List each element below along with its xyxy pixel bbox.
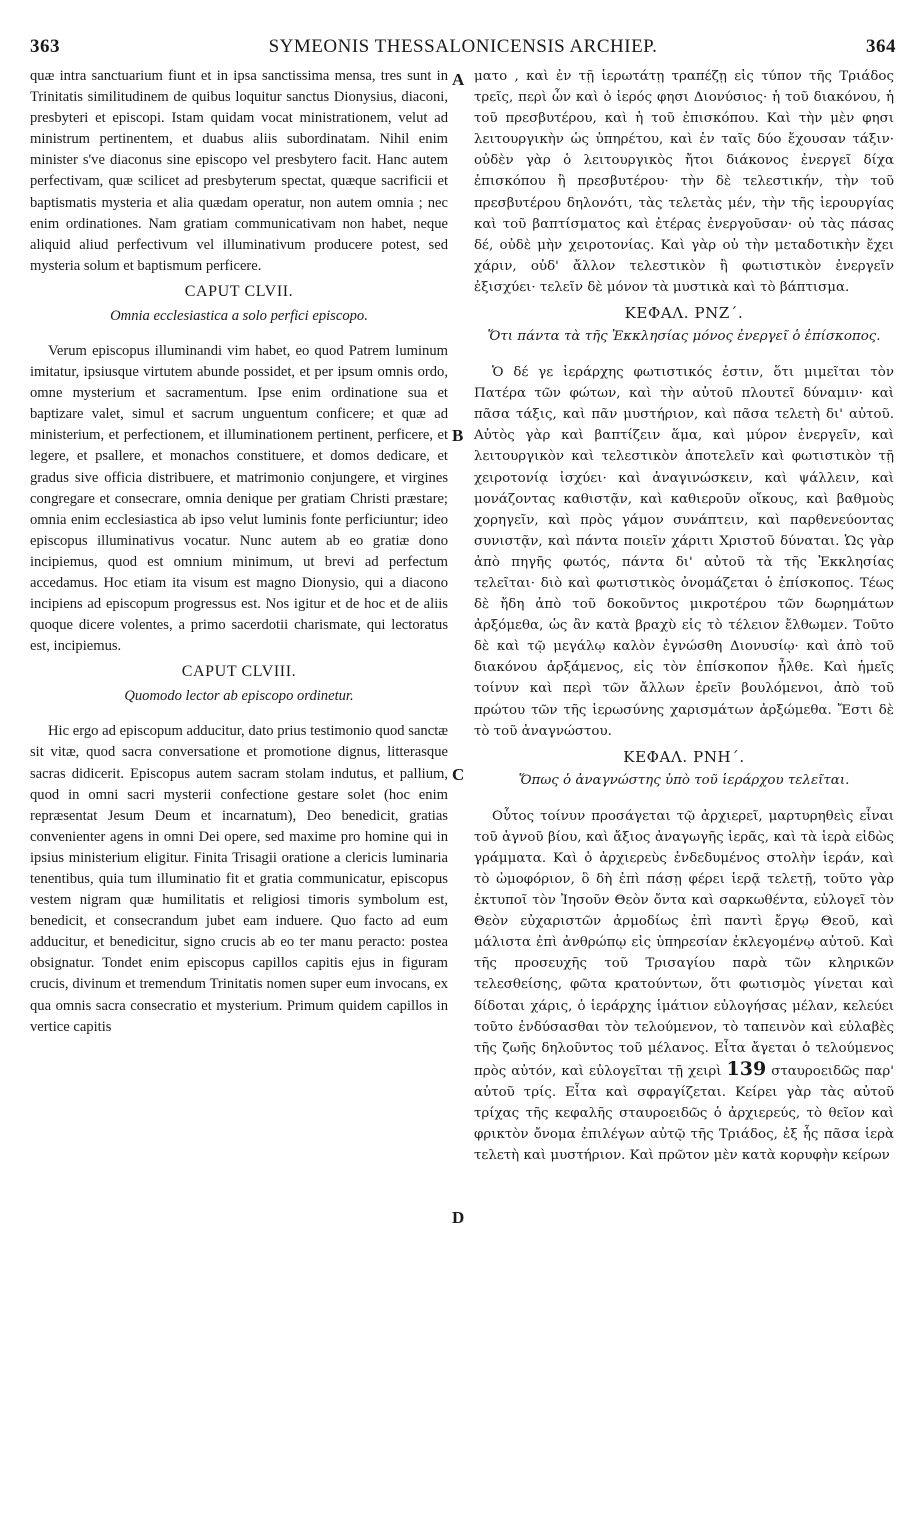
greek-paragraph (474, 806, 894, 1167)
reference-number: 139 (726, 1057, 767, 1080)
page-number-right: 364 (866, 36, 896, 57)
margin-letter-c: C (452, 765, 465, 784)
latin-paragraph: quæ intra sanctuarium fiunt et in ipsa sanctissima mensa, tres sunt in Trinitatis similitudinem de quibus loquitur sanctus Dionysius, diaconi, presbyteri et episcopi. Istam quidam vocat ministrationem, velut ad ministrum pertinentem, et duabus aliis subordinatam. Nihil enim minister s've diaconus sine episcopo vel presbytero facit. Hanc autem perfectivam, quæ scilicet ad presbyterum spectat, quæque sacrificii et baptismatis mysteria et alia quædam operatur, non autem omnia ; nec enim ordinationes. Nam gratiam communicativam non habet, neque aliquid aliud perfectivum vel illuminativum producere potest, sed mysteria solum et baptismum perficere. (30, 68, 448, 274)
running-title: SYMEONIS THESSALONICENSIS ARCHIEP. (268, 36, 658, 57)
chapter-heading: CAPUT CLVII. (184, 282, 294, 300)
greek-text: Οὗτος τοίνυν προσάγεται τῷ ἀρχιερεῖ, μαρτυρηθεὶς εἶναι τοῦ ἁγνοῦ βίου, καὶ ἄξιος ἀναγωγῆς ἱερᾶς, καὶ τὰ ἱερὰ εἰδὼς γράμματα. Καὶ ὁ ἀρχιερεὺς ἐνδεδυμένος στολὴν ἱεράν, καὶ τὸ ὠμοφόριον, ὃ δὴ ἐπὶ πάσῃ φέρει ἱερᾷ τελετῇ, τοῦτο γὰρ ἐκτυποῖ τὸν Ἰησοῦν Θεὸν ὄντα καὶ σαρκωθέντα, εὐλογεῖ τὸν Θεὸν εὐχαριστῶν ἁρμοδίως ἐπὶ παντὶ ἔργῳ Θεοῦ, καὶ μάλιστα ἐπὶ ἀνθρώπῳ εἰς ὑπηρεσίαν ἐκλεγομένῳ αὐτοῦ. Καὶ τῆς προσευχῆς τοῦ Τρισαγίου παρὰ τῶν κληρικῶν τελεσθείσης, φῶτα κρατούντων, ὅτι φωτισμὸς γίνεται καὶ δίδοται χάρις, ὁ ἱεράρχης ἱμάτιον εὐλογήσας μέλαν, κελεύει τοῦτο ἐνδύσασθαι τὸν τελούμενον, τὸ ταπεινὸν καὶ εὐλαβὲς τῆς ζωῆς δηλοῦντος τοῦ μέλανος. Εἶτα ἄγεται ὁ τελούμενος πρὸς αὐτόν, καὶ εὐλογεῖται τῇ χειρὶ (474, 808, 894, 1079)
greek-paragraph: ματο , καὶ ἐν τῇ ἱερωτάτῃ τραπέζῃ εἰς τύπον τῆς Τριάδος τρεῖς, περὶ ὧν καὶ ὁ ἱερός φησι Διονύσιος· ἡ τοῦ διακόνου, ἡ τοῦ πρεσβυτέρου, καὶ ἡ τοῦ ἐπισκόπου. Καὶ τὴν μὲν φησι λειτουργικὴν ὡς ὑπηρέτου, καὶ ἐν ταῖς δύο ἔχουσαν τάξιν· οὐδὲν γὰρ ὁ λειτουργικὸς ἤτοι διάκονος ἐνεργεῖ δίχα ἐπισκόπου ἢ πρεσβυτέρου· τὴν δὲ τελεστικήν, τὴν τοῦ πρεσβυτέρου δηλονότι, τὰς τελετὰς μέν, τὴν τῆς ἱερουργίας καὶ τοῦ βαπτίσματος καὶ ἑτέρας ἐνεργοῦσαν· οὐ τὰς πάσας δέ, οὐδὲ μὴν χειροτονίας. Καὶ γὰρ οὐ τὴν μεταδοτικὴν ἔχει χάριν, οὐδ' ἄλλον τελεστικὸν ἢ φωτιστικὸν ἐνεργεῖν ἐξισχύει· τελεῖν δὲ μόνον τὰ μυστικὰ καὶ τὸ βάπτισμα. (474, 69, 894, 295)
chapter-heading: CAPUT CLVIII. (181, 663, 297, 681)
greek-column (474, 66, 894, 1166)
margin-letter-d: D (452, 1208, 465, 1227)
chapter-subtitle: Omnia ecclesiastica a solo perfici episcopo. (110, 307, 368, 324)
greek-paragraph: Ὁ δέ γε ἱεράρχης φωτιστικός ἐστιν, ὅτι μιμεῖται τὸν Πατέρα τῶν φώτων, καὶ τὴν αὐτοῦ πλουτεῖ δύναμιν· καὶ πᾶσα τάξις, καὶ πᾶν μυστήριον, καὶ πᾶσα τελετὴ δι' αὐτοῦ. Αὐτὸς γὰρ καὶ βαπτίζειν ἅμα, καὶ μύρον ἐνεργεῖν, καὶ λειτουργικὸν καὶ τελεστικὸν ἀποτελεῖν καὶ φωτιστικὸν τῇ χειροτονίᾳ ἰσχύει· καὶ ἀναγινώσκειν, καὶ ψάλλειν, καὶ μονάζοντας καθιστᾷν, καὶ καθιεροῦν οἴκους, καὶ βαθμοὺς χορηγεῖν, καὶ πρὸς γάμον συνάπτειν, καὶ παρθενεύοντας συνιστᾷν, καὶ πάντα ποιεῖν χάριτι Χριστοῦ δύναται. Ὡς γὰρ ἀπὸ πηγῆς φωτός, πάντα δι' αὐτοῦ τὰ τῆς Ἐκκλησίας τελεῖται· διὸ καὶ φωτιστικὸς ὀνομάζεται ὁ ἐπίσκοπος. Τέως δὲ ἤδη ἀπὸ τοῦ δοκοῦντος μικροτέρου τῶν δωρημάτων ἀρξόμεθα, ὡς ἂν κατὰ βραχὺ εἰς τὸ τέλειον ἔλθωμεν. Τοῦτο δὲ καὶ τῷ μεγάλῳ καλὸν ἐγνώσθη Διονυσίῳ· καὶ ἀπὸ τοῦ διακόνου ἀρξάμενος, εἰς τὸν ἐπίσκοπον ἦλθε. Καὶ ἡμεῖς τοίνυν καὶ περὶ τῶν ἄλλων ἐρεῖν βουλόμενοι, ἀπὸ τοῦ πρώτου τῶν τῆς ἱερωσύνης χαρισμάτων ἀρξώμεθα. Ἔστι δὲ τὸ τοῦ ἀναγνώστου. (474, 365, 894, 739)
latin-paragraph: Hic ergo ad episcopum adducitur, dato prius testimonio quod sanctæ sit vitæ, quod sacra conversatione et promotione dignus, litterasque sacras didicerit. Episcopus autem sacram stolam indutus, et pallium, quod in omni sacri mysterii confectione gestare solet (hoc enim repræsentat Jesum Deum et incarnatum), Deo benedicit, gratias convenienter agens in omni Dei opere, sed maxime pro homine qui in ipsius ministerium eligitur. Finita Trisagii oratione a clericis luminaria tenentibus, quia tum illuminatio fit et gratia communicatur, episcopus vestem nigram quæ humilitatis et religiosi timoris symbolum est, benedicit, et consecrandum jubet eam induere. Quo facto ad eum adducitur, et benedicitur, signo crucis ab eo ter manu peracto: postea obsignatur. Tondet enim episcopus capillos capitis ejus in figuram crucis, divinum et tremendum Trinitatis nomen super eum invocans, ex qua omnis sacra consecratio et mysterium. Primum quidem capillos in vertice capitis (30, 723, 448, 1035)
chapter-heading: ΚΕΦΑΛ. ΡΝΗ΄. (623, 747, 745, 766)
page-number-left: 363 (30, 36, 60, 57)
latin-column (30, 66, 448, 1038)
page-header (30, 36, 896, 62)
greek-text: σταυροειδῶς παρ' αὐτοῦ τρίς. Εἶτα καὶ σφραγίζεται. Κείρει γὰρ τὰς αὐτοῦ τρίχας τῆς κεφαλῆς σταυροειδῶς ὁ ἀρχιερεύς, τὸ θεῖον καὶ φρικτὸν ὄνομα ἐπιλέγων αὐτῷ τῆς Τριάδος, ἐξ ἧς πᾶσα ἱερὰ τελετὴ καὶ μυστήριον. Καὶ πρῶτον μὲν κατὰ κορυφὴν κείρων (474, 1063, 894, 1164)
chapter-subtitle: Ὅπως ὁ ἀναγνώστης ὑπὸ τοῦ ἱεράρχου τελεῖται. (518, 772, 850, 788)
chapter-subtitle: Quomodo lector ab episcopo ordinetur. (124, 688, 354, 705)
margin-letter-a: A (452, 70, 465, 89)
margin-letter-b: B (452, 426, 464, 445)
latin-paragraph: Verum episcopus illuminandi vim habet, eo quod Patrem luminum imitatur, ipsiusque virtutem abunde possidet, et per ipsum omnis ordo, omne mysterium et sacramentum. Ipse enim ordinatione sua et baptizare valet, simul et sacrum unguentum conficere; et quæ ad ministerium, et perfectionem, et illuminationem pertinent, perficere, et legere, et psallere, et monachos constituere, et domos dedicare, et gradus sive officia distribuere, et matrimonio conjungere, et virgines congregare et consecrare, omnia denique per gratiam Christi præstare; omnia enim ecclesiastica ab ipso velut luminis fonte perficiuntur; ideo episcopus illuminativus vocatur. Nunc autem ab eo gratiæ dono incipiemus, quod est omnium minimum, ut brevi ad perfectum accedamus. Hoc etiam ita visum est magno Dionysio, qui a diacono incipiens ad episcopum progressus est. Nos igitur et de hoc et de aliis quoque dicere volentes, a primo sacerdotii charismate, qui lectoratus est, incipiemus. (30, 342, 448, 655)
chapter-heading: ΚΕΦΑΛ. ΡΝΖ΄. (624, 304, 744, 323)
chapter-subtitle: Ὅτι πάντα τὰ τῆς Ἐκκλησίας μόνος ἐνεργεῖ ὁ ἐπίσκοπος. (487, 329, 881, 345)
